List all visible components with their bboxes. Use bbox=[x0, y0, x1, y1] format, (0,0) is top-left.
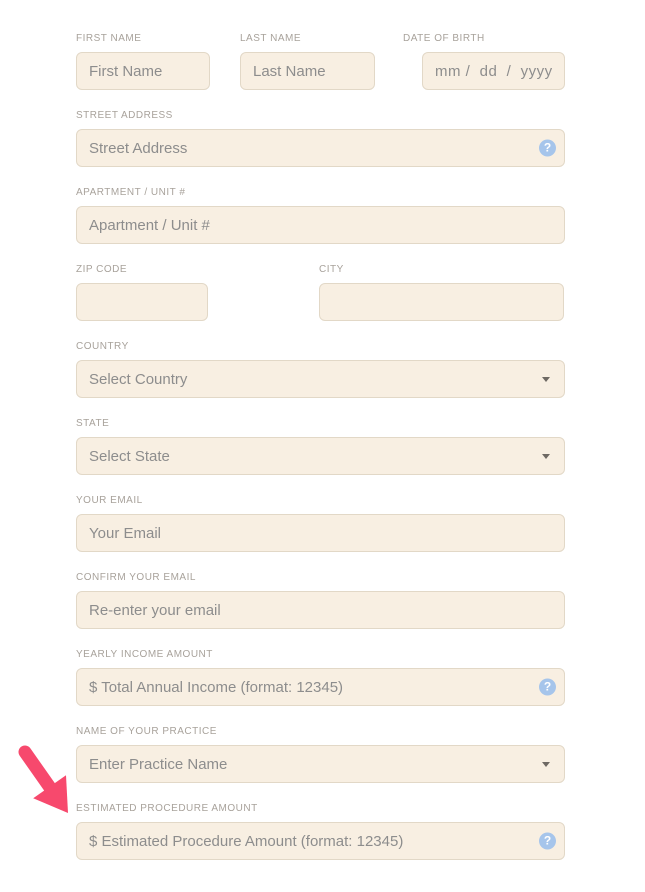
street-address-label: STREET ADDRESS bbox=[76, 110, 173, 121]
state-select-value: Select State bbox=[89, 447, 170, 465]
annotation-arrow-icon bbox=[15, 742, 80, 824]
country-select-value: Select Country bbox=[89, 370, 188, 388]
last-name-label: LAST NAME bbox=[240, 33, 301, 44]
field-date-of-birth bbox=[403, 33, 565, 90]
city-input[interactable] bbox=[319, 283, 564, 321]
help-icon[interactable]: ? bbox=[539, 679, 556, 696]
first-name-input[interactable] bbox=[76, 52, 210, 90]
field-apartment bbox=[76, 187, 565, 244]
confirm-email-label: CONFIRM YOUR EMAIL bbox=[76, 572, 196, 583]
help-icon[interactable]: ? bbox=[539, 140, 556, 157]
yearly-income-label: YEARLY INCOME AMOUNT bbox=[76, 649, 213, 660]
chevron-down-icon bbox=[542, 762, 550, 767]
application-form bbox=[76, 0, 565, 860]
zip-code-label: ZIP CODE bbox=[76, 264, 128, 275]
your-email-label: YOUR EMAIL bbox=[76, 495, 143, 506]
apartment-input[interactable] bbox=[76, 206, 565, 244]
street-address-input[interactable] bbox=[76, 129, 565, 167]
field-country bbox=[76, 341, 565, 398]
chevron-down-icon bbox=[542, 377, 550, 382]
field-yearly-income bbox=[76, 649, 565, 706]
practice-name-select[interactable] bbox=[76, 745, 565, 783]
field-confirm-email bbox=[76, 572, 565, 629]
date-of-birth-label: DATE OF BIRTH bbox=[403, 33, 485, 44]
help-icon[interactable]: ? bbox=[539, 833, 556, 850]
field-last-name bbox=[240, 33, 375, 90]
state-label: STATE bbox=[76, 418, 110, 429]
last-name-input[interactable] bbox=[240, 52, 375, 90]
state-select[interactable] bbox=[76, 437, 565, 475]
name-dob-row bbox=[76, 33, 565, 90]
yearly-income-input[interactable] bbox=[76, 668, 565, 706]
practice-name-select-value: Enter Practice Name bbox=[89, 755, 228, 773]
city-label: CITY bbox=[319, 264, 344, 275]
field-zip-code bbox=[76, 264, 208, 321]
field-estimated-procedure bbox=[76, 803, 565, 860]
confirm-email-input[interactable] bbox=[76, 591, 565, 629]
estimated-procedure-input[interactable] bbox=[76, 822, 565, 860]
date-of-birth-input[interactable] bbox=[422, 52, 565, 90]
your-email-input[interactable] bbox=[76, 514, 565, 552]
zip-city-row bbox=[76, 264, 565, 321]
country-label: COUNTRY bbox=[76, 341, 129, 352]
field-your-email bbox=[76, 495, 565, 552]
zip-code-input[interactable] bbox=[76, 283, 208, 321]
first-name-label: FIRST NAME bbox=[76, 33, 142, 44]
apartment-label: APARTMENT / UNIT # bbox=[76, 187, 186, 198]
estimated-procedure-label: ESTIMATED PROCEDURE AMOUNT bbox=[76, 803, 258, 814]
field-street-address bbox=[76, 110, 565, 167]
field-state bbox=[76, 418, 565, 475]
field-practice-name bbox=[76, 726, 565, 783]
practice-name-label: NAME OF YOUR PRACTICE bbox=[76, 726, 217, 737]
field-first-name bbox=[76, 33, 210, 90]
chevron-down-icon bbox=[542, 454, 550, 459]
country-select[interactable] bbox=[76, 360, 565, 398]
field-city bbox=[319, 264, 564, 321]
